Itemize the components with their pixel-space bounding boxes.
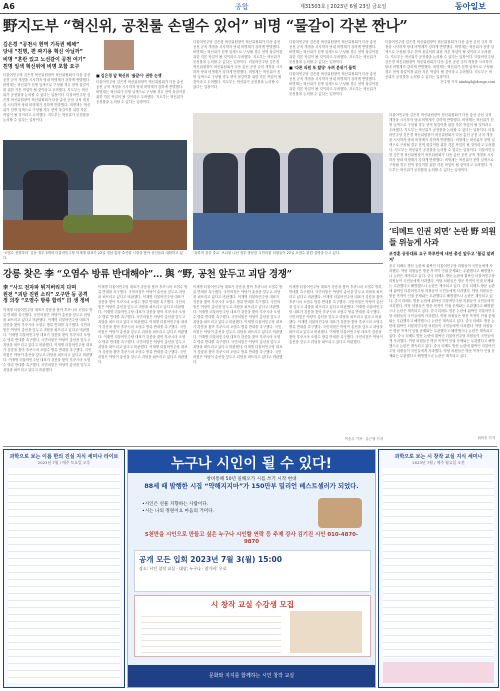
lead-sub-4: 친명 일색 혁신위에 비명 포함 요구 — [3, 63, 80, 70]
article2-byline: 이승우 기자 · 유근형 기자 — [344, 437, 383, 441]
ad-divider — [3, 446, 497, 447]
ad-right[interactable] — [378, 449, 499, 688]
ad-center-consult: 5천만을 시인으로 만들고 싶은 누구나 시인할 연락 등 주제 강사 김기진 시인 010-4870-9870 — [144, 532, 359, 545]
masthead: 동아일보 — [455, 2, 486, 11]
lead-body-col4: 더불어민주당 김은경 혁신위원장이 혁신위원회가 다음 총선 공천 규칙 개정을 시사하자 당내 비명계가 강하게 반발했다. 비명계는 혁신위가 친명 일색으로 구성될 경우 현역 물갈이를 위한 각본 작업이 될 것이라고 우려했다. 지도부는 혁신위가 공천룰을 논의할 수 있다는 입장이다. ■ ‘다른 의원 또 탈당’ 우려 분위기 들썩 더불어민주당 김은경 혁신위원장이 혁신위원회가 다음 총선 공천 규칙 개정을 시사하자 당내 비명계가 강하게 반발했다. 비명계는 혁신위가 친명 일색으로 구성될 경우 현역 물갈이를 위한 각본 작업이 될 것이라고 우려했다. 지도부는 혁신위가 공천룰을 논의할 수 있다는 입장이다. — [289, 40, 379, 96]
article3-byline: 최미송 기자 — [477, 436, 495, 440]
article2-subheads — [3, 285, 93, 305]
ad-center-event: 공개 모든 입회 2023년 7월 3(월) 15:00 — [139, 555, 282, 564]
ad-center-title: 누구나 시인이 될 수 있다! — [170, 456, 333, 472]
ad-center-sub: 창비통해 50년 일해오가 시를 쓰기 시작 현대 — [206, 477, 297, 482]
ad-center-list-item: •시는 나의 정원이요 마음의 거미다. — [142, 508, 215, 514]
ad-center-recruit-table — [141, 611, 281, 653]
ad-left-sub: 2023년 7월 / 매주 토요일 오후 — [37, 460, 91, 465]
photo2-caption: ‘과학적 검증 중요’ 브리핑 나선 정부 방문한 국민의힘 의원들이 22일 오염수 관련 설명을 듣고 있다. — [193, 251, 341, 255]
ad-center[interactable] — [127, 449, 376, 688]
ad-center-footer — [128, 665, 375, 687]
ad-right-title: 과학으로 보는 시 창작 교실 지식 세미나 — [394, 454, 483, 460]
ad-right-flower-image — [383, 662, 494, 683]
divider — [389, 222, 495, 223]
article3-body: 중국 티베트 방문 논란에 휩싸인 더불어민주당 의원들이 국민들에게 사과했다. 야당 의원들은 방문 목적이 인권 문제와는 무관했다고 해명했으나 논란은 계속되고 있다. 중국 티베트 방문 논란에 휩싸인 더불어민주당 의원들이 국민들에게 사과했다. 야당 의원들은 방문 목적이 인권 문제와는 무관했다고 해명했으나 논란은 계속되고 있다. 중국 티베트 방문 논란에 휩싸인 더불어민주당 의원들이 국민들에게 사과했다. 야당 의원들은 방문 목적이 인권 문제와는 무관했다고 해명했으나 논란은 계속되고 있다. 중국 티베트 방문 논란에 휩싸인 더불어민주당 의원들이 국민들에게 사과했다. 야당 의원들은 방문 목적이 인권 문제와는 무관했다고 해명했으나 논란은 계속되고 있다. 중국 티베트 방문 논란에 휩싸인 더불어민주당 의원들이 국민들에게 사과했다. 야당 의원들은 방문 목적이 인권 문제와는 무관했다고 해명했으나 논란은 계속되고 있다. 중국 티베트 방문 논란에 휩싸인 더불어민주당 의원들이 국민들에게 사과했다. 야당 의원들은 방문 목적이 인권 문제와는 무관했다고 해명했으나 논란은 계속되고 있다. 중국 티베트 방문 논란에 휩싸인 더불어민주당 의원들이 국민들에게 사과했다. 야당 의원들은 방문 목적이 인권 문제와는 무관했다고 해명했으나 논란은 계속되고 있다. 중국 티베트 방문 논란에 휩싸인 더불어민주당 의원들이 국민들에게 사과했다. 야당 의원들은 방문 목적이 인권 문제와는 무관했다고 해명했으나 논란은 계속되고 있다. — [389, 264, 495, 358]
photo-market-visit — [3, 140, 187, 250]
ad-center-sub2: 88세 때 발행한 시집 “약해지지마”가 150만부 밀리언 베스트셀러가 되었다. — [144, 483, 359, 490]
lead-subheads — [3, 42, 95, 70]
article2-sub-3: 정 의장 “오염수 방류 합리” 日 생 정비 — [3, 298, 90, 304]
ad-center-footer-text: 문화와 지지를 함께하는 시인 창작 교실 — [208, 673, 295, 679]
ad-center-event2: 시 창작 교실 수강생 모집 — [211, 600, 294, 609]
photo1-caption: ‘오염수 전혀하라’ 김동 정부 5개혁 더불어민주당 이재명 대표가 22일 경남 통영 수산물 시장을 찾아 상인들과 대화하고 있다. — [3, 251, 183, 260]
ad-left[interactable] — [3, 449, 125, 688]
article2-sub-1: 李 “사드 전자파 튀겨버리지 다며 — [3, 285, 77, 291]
ad-center-recruit-box — [134, 595, 371, 657]
page-header — [0, 0, 500, 14]
portrait-photo — [104, 40, 134, 70]
lead-body-col3: 더불어민주당 김은경 혁신위원장이 혁신위원회가 다음 총선 공천 규칙 개정을 시사하자 당내 비명계가 강하게 반발했다. 비명계는 혁신위가 친명 일색으로 구성될 경우 현역 물갈이를 위한 각본 작업이 될 것이라고 우려했다. 지도부는 혁신위가 공천룰을 논의할 수 있다는 입장이다. 더불어민주당 김은경 혁신위원장이 혁신위원회가 다음 총선 공천 규칙 개정을 시사하자 당내 비명계가 강하게 반발했다. 비명계는 혁신위가 친명 일색으로 구성될 경우 현역 물갈이를 위한 각본 작업이 될 것이라고 우려했다. 지도부는 혁신위가 공천룰을 논의할 수 있다는 입장이다. — [193, 40, 283, 89]
section-name: 종합 — [235, 3, 249, 11]
article2-sub-2: 원전 “괴담 진원 소리” 오구반 등 공격 — [3, 291, 88, 298]
main-headline: 野지도부 “혁신위, 공천룰 손댈수 있어” 비명 “물갈이 각본 짠나” — [3, 18, 408, 35]
lead-body-col2: ■ 김은경 앞 혁신위 ‘물갈이’ 권한 논쟁 더불어민주당 김은경 혁신위원장이 혁신위원회가 다음 총선 공천 규칙 개정을 시사하자 당내 비명계가 강하게 반발했다. 비명계는 혁신위가 친명 일색으로 구성될 경우 현역 물갈이를 위한 각본 작업이 될 것이라고 우려했다. 지도부는 혁신위가 공천룰을 논의할 수 있다는 입장이다. — [96, 73, 186, 104]
ad-left-schedule-table — [8, 468, 120, 683]
article3-sub: 조정훈 공동대표 요구 하루만에 내년 총선 앞두고 ‘불길 알려져’ — [389, 251, 495, 262]
issue-info: 제31503호 | 2023년 6월 23일 금요일 — [300, 4, 387, 10]
ad-center-recruit-image — [290, 611, 362, 653]
poet-photo — [318, 498, 362, 528]
article2-body-col4: 이재명 더불어민주당 대표가 강릉을 찾아 후쿠시마 오염수 방류 반대를 촉구했다. 국민의힘은 야당이 총선을 앞두고 괴담을 퍼뜨리고 있다고 비판했다. 이재명 더불어민주당 대표가 강릉을 찾아 후쿠시마 오염수 방류 반대를 촉구했다. 국민의힘은 야당이 총선을 앞두고 괴담을 퍼뜨리고 있다고 비판했다. 이재명 더불어민주당 대표가 강릉을 찾아 후쿠시마 오염수 방류 반대를 촉구했다. 국민의힘은 야당이 총선을 앞두고 괴담을 퍼뜨리고 있다고 비판했다. 이재명 더불어민주당 대표가 강릉을 찾아 후쿠시마 오염수 방류 반대를 촉구했다. 국민의힘은 야당이 총선을 앞두고 괴담을 퍼뜨리고 있다고 비판했다. 이재명 더불어민주당 대표가 강릉을 찾아 후쿠시마 오염수 방류 반대를 촉구했다. 국민의힘은 야당이 총선을 앞두고 괴담을 퍼뜨리고 있다고 비판했다. — [289, 285, 383, 344]
article2-body-col2: 이재명 더불어민주당 대표가 강릉을 찾아 후쿠시마 오염수 방류 반대를 촉구했다. 국민의힘은 야당이 총선을 앞두고 괴담을 퍼뜨리고 있다고 비판했다. 이재명 더불어민주당 대표가 강릉을 찾아 후쿠시마 오염수 방류 반대를 촉구했다. 국민의힘은 야당이 총선을 앞두고 괴담을 퍼뜨리고 있다고 비판했다. 이재명 더불어민주당 대표가 강릉을 찾아 후쿠시마 오염수 방류 반대를 촉구했다. 국민의힘은 야당이 총선을 앞두고 괴담을 퍼뜨리고 있다고 비판했다. 이재명 더불어민주당 대표가 강릉을 찾아 후쿠시마 오염수 방류 반대를 촉구했다. 국민의힘은 야당이 총선을 앞두고 괴담을 퍼뜨리고 있다고 비판했다. 이재명 더불어민주당 대표가 강릉을 찾아 후쿠시마 오염수 방류 반대를 촉구했다. 국민의힘은 야당이 총선을 앞두고 괴담을 퍼뜨리고 있다고 비판했다. 이재명 더불어민주당 대표가 강릉을 찾아 후쿠시마 오염수 방류 반대를 촉구했다. 국민의힘은 야당이 총선을 앞두고 괴담을 퍼뜨리고 있다고 비판했다. — [98, 285, 188, 364]
lead-body-col5: 더불어민주당 김은경 혁신위원장이 혁신위원회가 다음 총선 공천 규칙 개정을 시사하자 당내 비명계가 강하게 반발했다. 비명계는 혁신위가 친명 일색으로 구성될 경우 현역 물갈이를 위한 각본 작업이 될 것이라고 우려했다. 지도부는 혁신위가 공천룰을 논의할 수 있다는 입장이다. 더불어민주당 김은경 혁신위원장이 혁신위원회가 다음 총선 공천 규칙 개정을 시사하자 당내 비명계가 강하게 반발했다. 비명계는 혁신위가 친명 일색으로 구성될 경우 현역 물갈이를 위한 각본 작업이 될 것이라고 우려했다. 지도부는 혁신위가 공천룰을 논의할 수 있다는 입장이다. 전주영 기자 aimhigh@donga.com — [385, 40, 495, 84]
divider — [3, 263, 383, 264]
lead-body-col6: 더불어민주당 김은경 혁신위원장이 혁신위원회가 다음 총선 공천 규칙 개정을 시사하자 당내 비명계가 강하게 반발했다. 비명계는 혁신위가 친명 일색으로 구성될 경우 현역 물갈이를 위한 각본 작업이 될 것이라고 우려했다. 지도부는 혁신위가 공천룰을 논의할 수 있다는 입장이다. 더불어민주당 김은경 혁신위원장이 혁신위원회가 다음 총선 공천 규칙 개정을 시사하자 당내 비명계가 강하게 반발했다. 비명계는 혁신위가 친명 일색으로 구성될 경우 현역 물갈이를 위한 각본 작업이 될 것이라고 우려했다. 지도부는 혁신위가 공천룰을 논의할 수 있다는 입장이다. 더불어민주당 김은경 혁신위원장이 혁신위원회가 다음 총선 공천 규칙 개정을 시사하자 당내 비명계가 강하게 반발했다. 비명계는 혁신위가 친명 일색으로 구성될 경우 현역 물갈이를 위한 각본 작업이 될 것이라고 우려했다. 지도부는 혁신위가 공천룰을 논의할 수 있다는 입장이다. — [389, 113, 495, 172]
lead-sub-2: 당내 “친명, 편 짜기용 혁신 아닐까” — [3, 48, 83, 55]
photo-briefing — [193, 113, 383, 250]
ad-right-schedule-table — [383, 468, 494, 658]
ad-left-title: 과학으로 보는 이름 한의 진실 지식 세미나 라이브 — [9, 454, 119, 460]
ad-center-event-detail: 장소: 시인 창작 교실 · 대상: 누구나 · 참가비: 무료 — [139, 566, 227, 571]
page-number: A6 — [3, 2, 15, 11]
lead-sub-3: 비명 “혼란 있고 노선갈이 공천 여기” — [3, 57, 86, 63]
ad-center-list-item: •시인은 선물 지향하는 사람이다. — [142, 502, 209, 507]
lead-sub-1: 김은경 “공천시 현역 기득권 해체” — [3, 42, 80, 48]
lead-body-col1: 더불어민주당 김은경 혁신위원장이 혁신위원회가 다음 총선 공천 규칙 개정을 시사하자 당내 비명계가 강하게 반발했다. 비명계는 혁신위가 친명 일색으로 구성될 경우 현역 물갈이를 위한 각본 작업이 될 것이라고 우려했다. 지도부는 혁신위가 공천룰을 논의할 수 있다는 입장이다. 더불어민주당 김은경 혁신위원장이 혁신위원회가 다음 총선 공천 규칙 개정을 시사하자 당내 비명계가 강하게 반발했다. 비명계는 혁신위가 친명 일색으로 구성될 경우 현역 물갈이를 위한 각본 작업이 될 것이라고 우려했다. 지도부는 혁신위가 공천룰을 논의할 수 있다는 입장이다. — [3, 73, 91, 122]
article2-title: 강릉 찾은 李 “오염수 방류 반대해야”… 與 “野, 공천 앞두고 괴담 경쟁” — [3, 269, 292, 280]
ad-center-list — [142, 502, 292, 515]
ad-right-sub: 2023년 7월 / 매주 월요일 오전 — [412, 460, 465, 465]
article3-title: ‘티메트 인권 외면’ 논란 野 의원들 위능게 사과 — [389, 226, 496, 247]
article2-body-col3: 이재명 더불어민주당 대표가 강릉을 찾아 후쿠시마 오염수 방류 반대를 촉구했다. 국민의힘은 야당이 총선을 앞두고 괴담을 퍼뜨리고 있다고 비판했다. 이재명 더불어민주당 대표가 강릉을 찾아 후쿠시마 오염수 방류 반대를 촉구했다. 국민의힘은 야당이 총선을 앞두고 괴담을 퍼뜨리고 있다고 비판했다. 이재명 더불어민주당 대표가 강릉을 찾아 후쿠시마 오염수 방류 반대를 촉구했다. 국민의힘은 야당이 총선을 앞두고 괴담을 퍼뜨리고 있다고 비판했다. 이재명 더불어민주당 대표가 강릉을 찾아 후쿠시마 오염수 방류 반대를 촉구했다. 국민의힘은 야당이 총선을 앞두고 괴담을 퍼뜨리고 있다고 비판했다. 이재명 더불어민주당 대표가 강릉을 찾아 후쿠시마 오염수 방류 반대를 촉구했다. 국민의힘은 야당이 총선을 앞두고 괴담을 퍼뜨리고 있다고 비판했다. 이재명 더불어민주당 대표가 강릉을 찾아 후쿠시마 오염수 방류 반대를 촉구했다. 국민의힘은 야당이 총선을 앞두고 괴담을 퍼뜨리고 있다고 비판했다. — [193, 285, 283, 364]
ad-center-event-box — [134, 550, 371, 592]
article2-body-col1: 이재명 더불어민주당 대표가 강릉을 찾아 후쿠시마 오염수 방류 반대를 촉구했다. 국민의힘은 야당이 총선을 앞두고 괴담을 퍼뜨리고 있다고 비판했다. 이재명 더불어민주당 대표가 강릉을 찾아 후쿠시마 오염수 방류 반대를 촉구했다. 국민의힘은 야당이 총선을 앞두고 괴담을 퍼뜨리고 있다고 비판했다. 이재명 더불어민주당 대표가 강릉을 찾아 후쿠시마 오염수 방류 반대를 촉구했다. 국민의힘은 야당이 총선을 앞두고 괴담을 퍼뜨리고 있다고 비판했다. 이재명 더불어민주당 대표가 강릉을 찾아 후쿠시마 오염수 방류 반대를 촉구했다. 국민의힘은 야당이 총선을 앞두고 괴담을 퍼뜨리고 있다고 비판했다. 이재명 더불어민주당 대표가 강릉을 찾아 후쿠시마 오염수 방류 반대를 촉구했다. 국민의힘은 야당이 총선을 앞두고 괴담을 퍼뜨리고 있다고 비판했다. — [3, 308, 93, 372]
